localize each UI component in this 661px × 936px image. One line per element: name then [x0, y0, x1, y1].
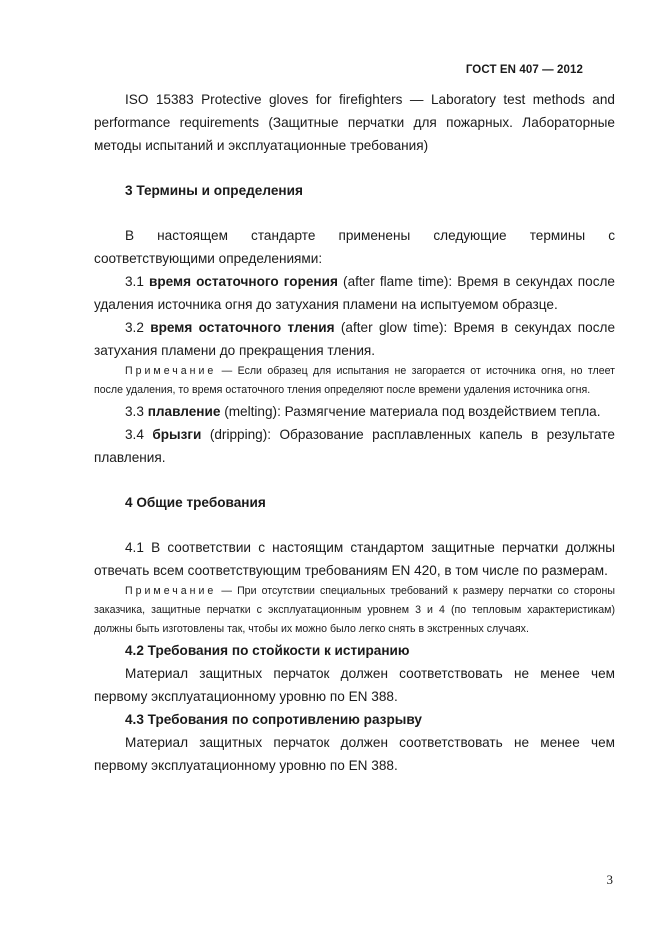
section-4-heading: 4 Общие требования	[125, 495, 266, 510]
note-4	[94, 582, 615, 639]
term-number: 3.1	[125, 274, 144, 289]
term-definition: (after glow time): Время в секундах после затухания пламени до прекращения тления.	[94, 320, 616, 358]
term-number: 3.4	[125, 427, 144, 442]
term-3-2	[94, 316, 615, 362]
term-definition: (dripping): Образование расплавленных капель в результате плавления.	[94, 427, 615, 465]
term-name: время остаточного тления	[150, 320, 335, 335]
clause-4-2-heading: 4.2 Требования по стойкости к истиранию	[125, 643, 410, 658]
section-3-intro: В настоящем стандарте применены следующие термины с соответствующими определениями:	[94, 228, 615, 266]
clause-4-1: 4.1 В соответствии с настоящим стандартом защитные перчатки должны отвечать всем соответствующим требованиям EN 420, в том числе по размерам.	[94, 540, 615, 578]
note-text: — При отсутствии специальных требований к размеру перчатки со стороны заказчика, защитные перчатки с эксплуатационным уровнем 3 и 4 (по тепловым характеристикам) должны быть изготовлены так, чтобы их можно было легко снять в экстренных случаях.	[94, 585, 615, 635]
note-lead: Примечание	[125, 365, 217, 377]
note-text: — Если образец для испытания не загорается от источника огня, но тлеет после удаления, то время остаточного тления определяют после времени удаления источника огня.	[94, 365, 615, 396]
term-number: 3.3	[125, 404, 144, 419]
document-body	[94, 88, 615, 777]
clause-4-3-text: Материал защитных перчаток должен соответствовать не менее чем первому эксплуатационному уровню по EN 388.	[94, 735, 615, 773]
term-definition: (after flame time): Время в секундах после удаления источника огня до затухания пламени на испытуемом образце.	[94, 274, 615, 312]
iso-reference-paragraph: ISO 15383 Protective gloves for firefighters — Laboratory test methods and performance requirements (Защитные перчатки для пожарных. Лабораторные методы испытаний и эксплуатационные требования)	[94, 92, 615, 153]
term-name: плавление	[147, 404, 221, 419]
document-code-header: ГОСТ EN 407 — 2012	[465, 64, 583, 76]
term-3-1	[94, 270, 615, 316]
term-number: 3.2	[125, 320, 144, 335]
clause-4-3-heading: 4.3 Требования по сопротивлению разрыву	[125, 712, 422, 727]
term-name: время остаточного горения	[149, 274, 338, 289]
term-definition: (melting): Размягчение материала под воздействием тепла.	[224, 404, 601, 419]
clause-4-2-text: Материал защитных перчаток должен соответствовать не менее чем первому эксплуатационному уровню по EN 388.	[94, 666, 615, 704]
note-3	[94, 362, 615, 400]
term-3-4	[94, 423, 615, 469]
term-3-3	[94, 400, 615, 423]
note-lead: Примечание	[125, 585, 217, 597]
term-name: брызги	[152, 427, 202, 442]
page-number: 3	[606, 872, 613, 887]
section-3-heading: 3 Термины и определения	[125, 183, 303, 198]
